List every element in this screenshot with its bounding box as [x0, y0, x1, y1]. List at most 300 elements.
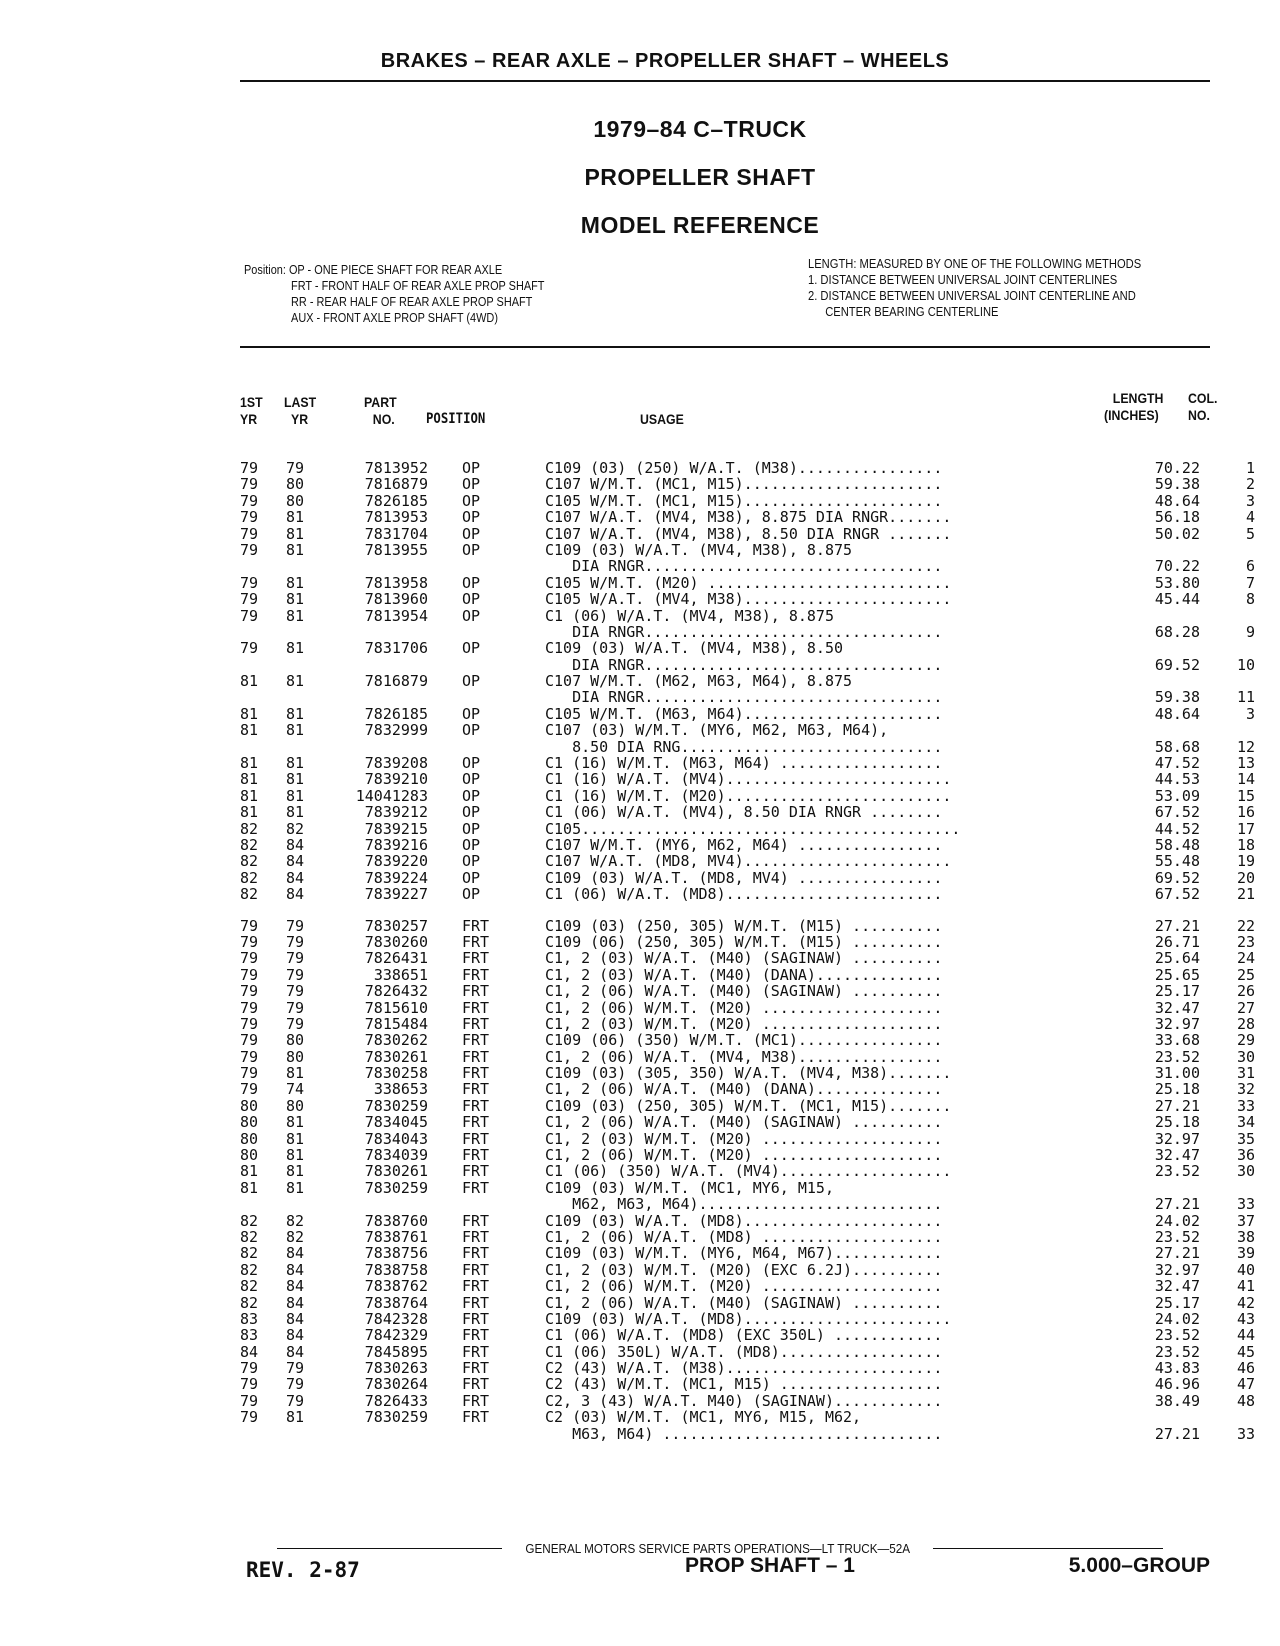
position-cell: FRT	[462, 916, 490, 935]
table-row	[240, 1096, 1255, 1115]
length-cell: 32.97	[1154, 1260, 1200, 1279]
first-year-cell: 79	[240, 590, 259, 609]
footer-rule-left	[277, 1548, 502, 1549]
length-cell: 27.21	[1154, 1195, 1200, 1214]
table-row	[240, 1162, 1255, 1181]
first-year-cell: 79	[240, 508, 259, 527]
first-year-cell: 82	[240, 1244, 259, 1263]
usage-cell: M62, M63, M64)...........................	[545, 1195, 943, 1214]
table-row	[240, 916, 1255, 935]
col-header-text: COL.	[1188, 390, 1218, 406]
col-no-cell: 22	[1236, 916, 1255, 935]
table-row	[240, 998, 1255, 1017]
length-cell: 55.48	[1154, 852, 1200, 871]
length-cell: 46.96	[1154, 1375, 1200, 1394]
last-year-cell: 79	[286, 982, 305, 1001]
last-year-cell: 81	[286, 573, 305, 592]
usage-cell: DIA RNGR.................................	[545, 622, 943, 641]
col-no-cell: 30	[1236, 1162, 1255, 1181]
position-legend-item: FRT - FRONT HALF OF REAR AXLE PROP SHAFT	[291, 278, 545, 293]
usage-cell: C109 (03) (250, 305) W/M.T. (MC1, M15).......	[545, 1096, 952, 1115]
part-number-cell: 7830263	[364, 1359, 428, 1378]
part-number-cell: 7842329	[364, 1326, 428, 1345]
position-legend	[244, 262, 544, 326]
table-row	[240, 885, 1255, 904]
position-cell: FRT	[462, 1113, 490, 1132]
length-cell: 70.22	[1154, 459, 1200, 477]
col-no-cell: 38	[1236, 1227, 1255, 1246]
length-cell: 69.52	[1154, 868, 1200, 887]
position-cell: OP	[462, 508, 481, 527]
position-cell: OP	[462, 475, 481, 494]
first-year-cell: 82	[240, 852, 259, 871]
table-row	[240, 1375, 1255, 1394]
col-no-cell: 16	[1236, 803, 1255, 822]
table-row	[240, 1309, 1255, 1328]
col-no-cell: 37	[1236, 1211, 1255, 1230]
usage-cell: C1 (16) W/A.T. (MV4).........................	[545, 770, 952, 789]
table-row	[240, 1391, 1255, 1410]
length-cell: 59.38	[1154, 475, 1200, 494]
col-no-cell: 23	[1236, 932, 1255, 951]
usage-cell: C1, 2 (06) W/A.T. (MV4, M38)................	[545, 1047, 943, 1066]
usage-cell: C105 W/M.T. (MC1, M15)......................	[545, 491, 943, 510]
usage-cell: C1, 2 (06) W/A.T. (M40) (DANA)..............	[545, 1080, 943, 1099]
col-no-cell: 36	[1236, 1146, 1255, 1165]
length-cell: 58.48	[1154, 835, 1200, 854]
length-cell: 27.21	[1154, 916, 1200, 935]
position-cell: FRT	[462, 1342, 490, 1361]
first-year-cell: 82	[240, 1293, 259, 1312]
part-number-cell: 7826185	[364, 704, 428, 723]
last-year-cell: 84	[286, 1277, 305, 1296]
col-no-cell: 21	[1236, 885, 1255, 904]
legend-rule	[240, 346, 1210, 348]
length-cell: 32.97	[1154, 1129, 1200, 1148]
col-header-usage: USAGE	[640, 411, 684, 427]
length-cell: 48.64	[1154, 704, 1200, 723]
length-cell: 44.53	[1154, 770, 1200, 789]
position-cell: FRT	[462, 1014, 490, 1033]
usage-cell: C109 (03) (305, 350) W/A.T. (MV4, M38).......	[545, 1064, 952, 1083]
table-row	[240, 1227, 1255, 1246]
col-no-cell: 17	[1236, 819, 1255, 838]
first-year-cell: 79	[240, 932, 259, 951]
table-row	[240, 688, 1255, 707]
part-number-cell: 7815484	[364, 1014, 428, 1033]
last-year-cell: 81	[286, 721, 305, 740]
part-number-cell: 7830257	[364, 916, 428, 935]
part-number-cell: 7831704	[364, 524, 428, 543]
usage-cell: C1 (06) W/A.T. (MV4, M38), 8.875	[545, 606, 834, 625]
part-number-cell: 7830259	[364, 1178, 428, 1197]
page-label: PROP SHAFT – 1	[685, 1554, 855, 1577]
table-row	[240, 770, 1255, 789]
position-cell: FRT	[462, 1047, 490, 1066]
position-cell: OP	[462, 852, 481, 871]
table-row	[240, 1047, 1255, 1066]
length-cell: 24.02	[1154, 1211, 1200, 1230]
first-year-cell: 79	[240, 965, 259, 984]
part-number-cell: 7834043	[364, 1129, 428, 1148]
table-row	[240, 1424, 1255, 1443]
position-cell: FRT	[462, 1391, 490, 1410]
position-cell: FRT	[462, 949, 490, 968]
usage-cell: C1, 2 (06) W/A.T. (M40) (SAGINAW) ..........	[545, 1293, 943, 1312]
col-no-cell: 15	[1236, 786, 1255, 805]
col-no-cell: 3	[1245, 704, 1255, 723]
last-year-cell: 81	[286, 786, 305, 805]
col-no-cell: 40	[1236, 1260, 1255, 1279]
usage-cell: C2 (43) W/M.T. (MC1, M15) ..................	[545, 1375, 943, 1394]
usage-cell: C1, 2 (03) W/M.T. (M20) ....................	[545, 1129, 943, 1148]
first-year-cell: 81	[240, 803, 259, 822]
part-number-cell: 7830260	[364, 932, 428, 951]
position-cell: FRT	[462, 1244, 490, 1263]
position-cell: FRT	[462, 1129, 490, 1148]
col-no-cell: 24	[1236, 949, 1255, 968]
part-number-cell: 7813958	[364, 573, 428, 592]
col-no-cell: 43	[1236, 1309, 1255, 1328]
first-year-cell: 79	[240, 1391, 259, 1410]
table-row	[240, 1244, 1255, 1263]
table-row	[240, 1409, 1220, 1425]
part-number-cell: 7845895	[364, 1342, 428, 1361]
col-no-cell: 33	[1236, 1424, 1255, 1443]
last-year-cell: 84	[286, 1244, 305, 1263]
length-cell: 25.65	[1154, 965, 1200, 984]
col-no-cell: 2	[1245, 475, 1255, 494]
first-year-cell: 82	[240, 868, 259, 887]
group-label: 5.000–GROUP	[1068, 1554, 1210, 1577]
section-title: BRAKES – REAR AXLE – PROPELLER SHAFT – WHEELS	[380, 50, 950, 72]
position-cell: FRT	[462, 1326, 490, 1345]
first-year-cell: 79	[240, 639, 259, 658]
first-year-cell: 82	[240, 835, 259, 854]
col-no-cell: 25	[1236, 965, 1255, 984]
usage-cell: C109 (03) (250, 305) W/M.T. (M15) ..........	[545, 916, 943, 935]
part-number-cell: 7813960	[364, 590, 428, 609]
position-cell: OP	[462, 885, 481, 904]
table-row	[240, 590, 1255, 609]
col-header-text: NO.	[1188, 407, 1210, 423]
table-row	[240, 737, 1255, 756]
first-year-cell: 79	[240, 1014, 259, 1033]
last-year-cell: 81	[286, 1178, 305, 1197]
position-cell: FRT	[462, 1359, 490, 1378]
position-cell: FRT	[462, 1375, 490, 1394]
table-row	[240, 803, 1255, 822]
position-cell: FRT	[462, 932, 490, 951]
table-row	[240, 1326, 1255, 1345]
table-row	[240, 475, 1255, 494]
usage-cell: C105 W/M.T. (M63, M64)......................	[545, 704, 943, 723]
publisher-text: GENERAL MOTORS SERVICE PARTS OPERATIONS—LT TRUCK—52A	[525, 1541, 910, 1557]
first-year-cell: 79	[240, 982, 259, 1001]
first-year-cell: 82	[240, 1211, 259, 1230]
usage-cell: C1, 2 (03) W/M.T. (M20) ....................	[545, 1014, 943, 1033]
col-header-text: PART	[364, 394, 397, 410]
length-cell: 32.47	[1154, 998, 1200, 1017]
last-year-cell: 84	[286, 1326, 305, 1345]
col-no-cell: 41	[1236, 1277, 1255, 1296]
last-year-cell: 81	[286, 754, 305, 773]
table-row	[240, 1211, 1255, 1230]
last-year-cell: 80	[286, 491, 305, 510]
position-cell: FRT	[462, 1260, 490, 1279]
first-year-cell: 79	[240, 1375, 259, 1394]
part-number-cell: 7831706	[364, 639, 428, 658]
table-row	[240, 640, 1220, 656]
col-no-cell: 39	[1236, 1244, 1255, 1263]
usage-cell: C1, 2 (06) W/A.T. (MD8) ....................	[545, 1227, 943, 1246]
part-number-cell: 7816879	[364, 672, 428, 691]
last-year-cell: 81	[286, 1064, 305, 1083]
col-no-cell: 35	[1236, 1129, 1255, 1148]
position-cell: FRT	[462, 1211, 490, 1230]
usage-cell: C1, 2 (03) W/M.T. (M20) (EXC 6.2J)..........	[545, 1260, 943, 1279]
last-year-cell: 79	[286, 1391, 305, 1410]
usage-cell: C1, 2 (06) W/A.T. (M40) (SAGINAW) ..........	[545, 982, 943, 1001]
length-cell: 27.21	[1154, 1244, 1200, 1263]
first-year-cell: 82	[240, 1227, 259, 1246]
length-cell: 27.21	[1154, 1096, 1200, 1115]
usage-cell: C109 (03) W/M.T. (MC1, MY6, M15,	[545, 1178, 834, 1197]
col-no-cell: 48	[1236, 1391, 1255, 1410]
part-number-cell: 7839212	[364, 803, 428, 822]
length-cell: 70.22	[1154, 557, 1200, 576]
part-number-cell: 7839224	[364, 868, 428, 887]
part-number-cell: 7838758	[364, 1260, 428, 1279]
part-number-cell: 7830259	[364, 1096, 428, 1115]
length-cell: 53.80	[1154, 573, 1200, 592]
length-cell: 32.47	[1154, 1146, 1200, 1165]
last-year-cell: 79	[286, 998, 305, 1017]
table-row	[240, 655, 1255, 674]
col-no-cell: 8	[1245, 590, 1255, 609]
usage-cell: C1, 2 (06) W/M.T. (M20) ....................	[545, 1146, 943, 1165]
length-cell: 25.17	[1154, 1293, 1200, 1312]
part-number-cell: 7826433	[364, 1391, 428, 1410]
last-year-cell: 80	[286, 1096, 305, 1115]
table-row	[240, 835, 1255, 854]
table-row	[240, 673, 1220, 689]
part-number-cell: 7839215	[364, 819, 428, 838]
table-row	[240, 1031, 1255, 1050]
length-cell: 44.52	[1154, 819, 1200, 838]
part-number-cell: 7839227	[364, 885, 428, 904]
table-row	[240, 949, 1255, 968]
table-row	[240, 1146, 1255, 1165]
last-year-cell: 81	[286, 1113, 305, 1132]
usage-cell: C1, 2 (03) W/A.T. (M40) (SAGINAW) ..........	[545, 949, 943, 968]
position-cell: FRT	[462, 965, 490, 984]
part-number-cell: 7830261	[364, 1162, 428, 1181]
col-no-cell: 19	[1236, 852, 1255, 871]
table-row	[240, 982, 1255, 1001]
length-cell: 26.71	[1154, 932, 1200, 951]
first-year-cell: 79	[240, 916, 259, 935]
position-cell: OP	[462, 524, 481, 543]
table-row	[240, 1277, 1255, 1296]
length-cell: 23.52	[1154, 1047, 1200, 1066]
length-cell: 47.52	[1154, 754, 1200, 773]
last-year-cell: 79	[286, 1359, 305, 1378]
table-row	[240, 1014, 1255, 1033]
usage-cell: C109 (03) W/A.T. (MV4, M38), 8.875	[545, 540, 853, 559]
last-year-cell: 84	[286, 868, 305, 887]
position-cell: FRT	[462, 1031, 490, 1050]
table-row	[240, 786, 1255, 805]
first-year-cell: 79	[240, 524, 259, 543]
part-number-cell: 7813952	[364, 459, 428, 477]
last-year-cell: 84	[286, 852, 305, 871]
table-row	[240, 1260, 1255, 1279]
first-year-cell: 79	[240, 459, 259, 477]
col-no-cell: 29	[1236, 1031, 1255, 1050]
length-cell: 25.17	[1154, 982, 1200, 1001]
position-cell: FRT	[462, 1309, 490, 1328]
usage-cell: DIA RNGR.................................	[545, 688, 943, 707]
position-cell: OP	[462, 819, 481, 838]
part-number-cell: 7816879	[364, 475, 428, 494]
table-row	[240, 459, 1255, 477]
usage-cell: C1, 2 (06) W/A.T. (M40) (SAGINAW) ..........	[545, 1113, 943, 1132]
part-number-cell: 7830264	[364, 1375, 428, 1394]
length-cell: 25.18	[1154, 1080, 1200, 1099]
position-cell: OP	[462, 672, 481, 691]
length-cell: 67.52	[1154, 885, 1200, 904]
parts-table	[240, 459, 1255, 1443]
col-header-text: LENGTH	[1112, 390, 1164, 406]
part-number-cell: 7839216	[364, 835, 428, 854]
length-legend	[808, 256, 1141, 320]
position-cell: FRT	[462, 1277, 490, 1296]
col-no-cell: 13	[1236, 754, 1255, 773]
part-number-cell: 7839220	[364, 852, 428, 871]
part-number-cell: 7830259	[364, 1408, 428, 1427]
position-cell: FRT	[462, 998, 490, 1017]
col-no-cell: 12	[1236, 737, 1255, 756]
first-year-cell: 79	[240, 1080, 259, 1099]
first-year-cell: 79	[240, 1064, 259, 1083]
col-no-cell: 3	[1245, 491, 1255, 510]
first-year-cell: 82	[240, 885, 259, 904]
length-legend-line: LENGTH: MEASURED BY ONE OF THE FOLLOWING METHODS	[808, 256, 1142, 271]
last-year-cell: 81	[286, 704, 305, 723]
length-cell: 56.18	[1154, 508, 1200, 527]
length-cell: 27.21	[1154, 1424, 1200, 1443]
footer-rule-right	[933, 1548, 1163, 1549]
length-cell: 68.28	[1154, 622, 1200, 641]
length-cell: 43.83	[1154, 1359, 1200, 1378]
last-year-cell: 81	[286, 770, 305, 789]
position-legend-item: AUX - FRONT AXLE PROP SHAFT (4WD)	[291, 310, 498, 325]
usage-cell: C105..........................................	[545, 819, 961, 838]
part-number-cell: 7839210	[364, 770, 428, 789]
last-year-cell: 82	[286, 1227, 305, 1246]
part-number-cell: 7842328	[364, 1309, 428, 1328]
table-row	[240, 1129, 1255, 1148]
table-row	[240, 491, 1255, 510]
length-cell: 33.68	[1154, 1031, 1200, 1050]
length-legend-line: 2. DISTANCE BETWEEN UNIVERSAL JOINT CENTERLINE AND	[808, 288, 1136, 303]
part-number-cell: 7813955	[364, 540, 428, 559]
position-cell: OP	[462, 540, 481, 559]
table-row	[240, 622, 1255, 641]
table-row	[240, 1113, 1255, 1132]
length-cell: 67.52	[1154, 803, 1200, 822]
last-year-cell: 74	[286, 1080, 305, 1099]
part-number-cell: 7826185	[364, 491, 428, 510]
position-cell: OP	[462, 459, 481, 477]
last-year-cell: 84	[286, 1342, 305, 1361]
part-number-cell: 7838764	[364, 1293, 428, 1312]
position-cell: OP	[462, 786, 481, 805]
col-no-cell: 42	[1236, 1293, 1255, 1312]
position-cell: FRT	[462, 1227, 490, 1246]
last-year-cell: 79	[286, 1014, 305, 1033]
last-year-cell: 79	[286, 1375, 305, 1394]
first-year-cell: 79	[240, 1047, 259, 1066]
first-year-cell: 79	[240, 1031, 259, 1050]
col-no-cell: 5	[1245, 524, 1255, 543]
length-cell: 23.52	[1154, 1326, 1200, 1345]
position-cell: OP	[462, 606, 481, 625]
length-cell: 48.64	[1154, 491, 1200, 510]
last-year-cell: 84	[286, 1293, 305, 1312]
usage-cell: C107 W/A.T. (MD8, MV4).......................	[545, 852, 952, 871]
usage-cell: C109 (03) W/M.T. (MY6, M64, M67)............	[545, 1244, 943, 1263]
col-header-part-no	[364, 394, 397, 428]
part-number-cell: 7815610	[364, 998, 428, 1017]
usage-cell: C109 (06) (250, 305) W/M.T. (M15) ..........	[545, 932, 943, 951]
table-row	[240, 542, 1220, 558]
length-cell: 23.52	[1154, 1162, 1200, 1181]
last-year-cell: 79	[286, 965, 305, 984]
first-year-cell: 81	[240, 704, 259, 723]
position-cell: OP	[462, 590, 481, 609]
col-header-text: (INCHES)	[1104, 407, 1159, 423]
first-year-cell: 80	[240, 1146, 259, 1165]
position-legend-item: RR - REAR HALF OF REAR AXLE PROP SHAFT	[291, 294, 533, 309]
col-no-cell: 14	[1236, 770, 1255, 789]
table-row	[240, 1195, 1255, 1214]
reference-title: MODEL REFERENCE	[580, 212, 820, 238]
part-number-cell: 7838762	[364, 1277, 428, 1296]
first-year-cell: 81	[240, 1178, 259, 1197]
position-cell: OP	[462, 835, 481, 854]
last-year-cell: 81	[286, 524, 305, 543]
col-no-cell: 9	[1245, 622, 1255, 641]
part-number-cell: 338651	[373, 965, 428, 984]
position-cell: FRT	[462, 1146, 490, 1165]
usage-cell: C1 (06) (350) W/A.T. (MV4)...................	[545, 1162, 952, 1181]
part-number-cell: 7813953	[364, 508, 428, 527]
table-row	[240, 819, 1255, 838]
last-year-cell: 84	[286, 835, 305, 854]
table-row	[240, 1180, 1220, 1196]
position-cell: OP	[462, 803, 481, 822]
last-year-cell: 79	[286, 932, 305, 951]
part-number-cell: 338653	[373, 1080, 428, 1099]
length-cell: 50.02	[1154, 524, 1200, 543]
usage-cell: C107 W/A.T. (MV4, M38), 8.50 DIA RNGR .......	[545, 524, 952, 543]
usage-cell: C2, 3 (43) W/A.T. M40) (SAGINAW)............	[545, 1391, 943, 1410]
table-row	[240, 1064, 1255, 1083]
last-year-cell: 81	[286, 508, 305, 527]
col-header-last-year	[284, 394, 316, 428]
